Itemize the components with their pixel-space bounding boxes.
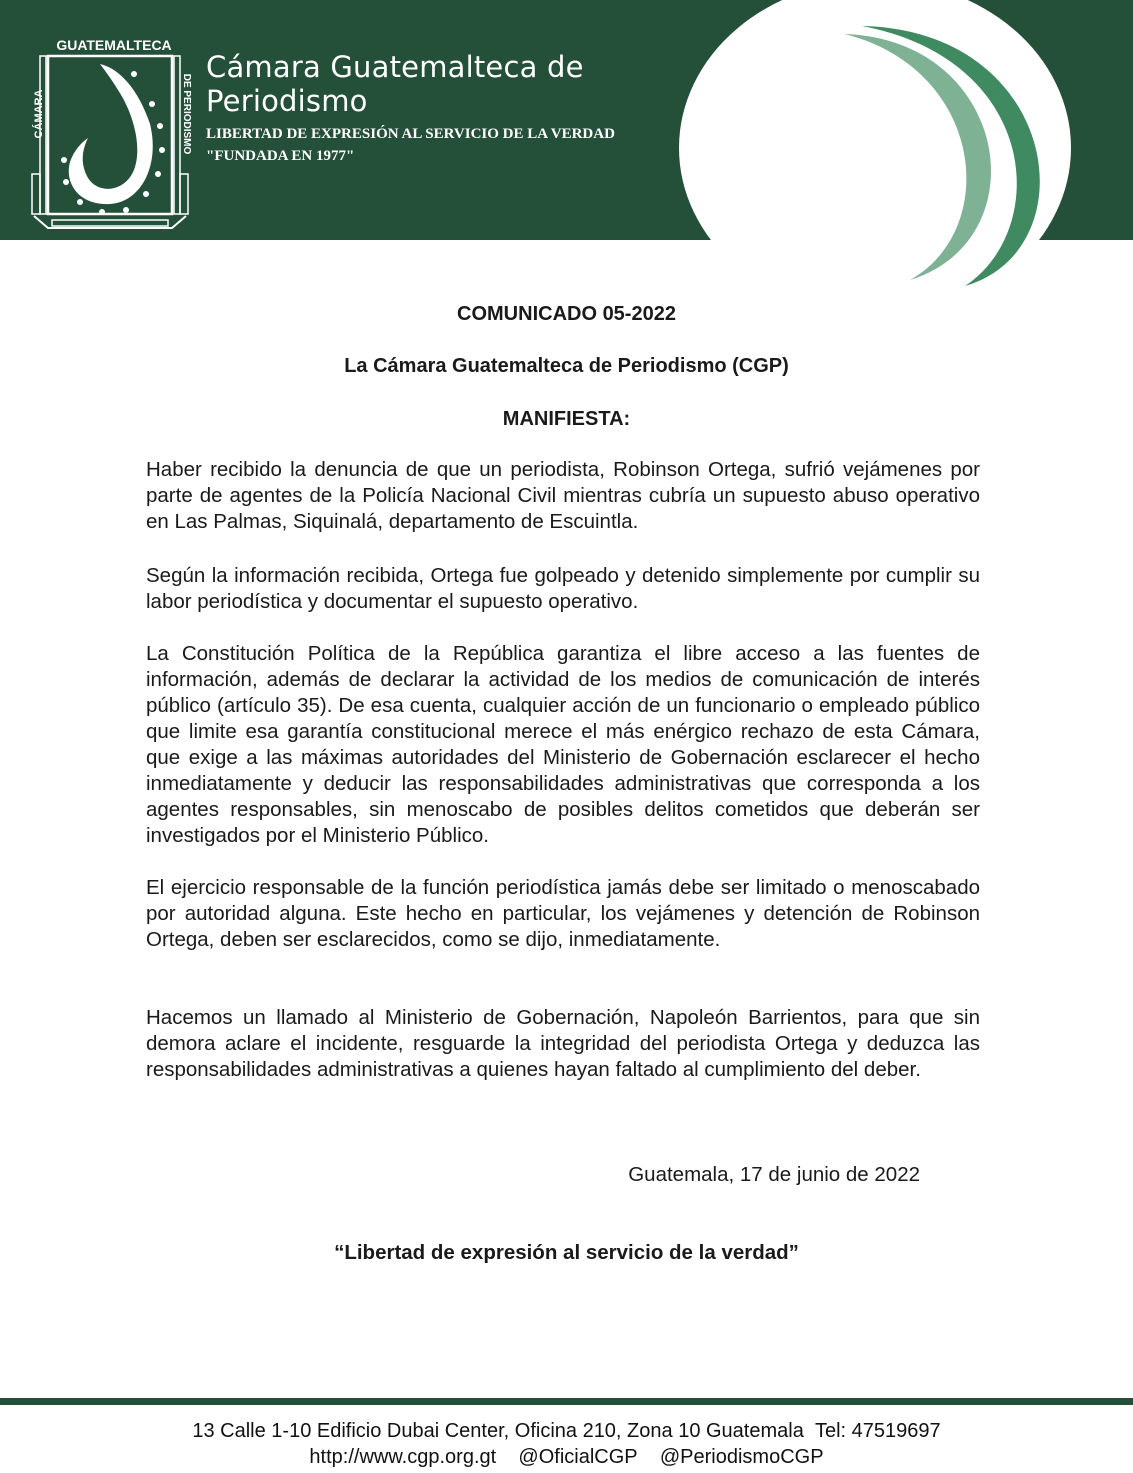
logo-text-left: CÁMARA [33, 89, 45, 139]
footer-address: 13 Calle 1-10 Edificio Dubai Center, Oficina 210, Zona 10 Guatemala [192, 1420, 804, 1442]
document-date: Guatemala, 17 de junio de 2022 [628, 1163, 920, 1186]
footer-address-line [0, 1418, 1133, 1444]
footer-divider [0, 1398, 1133, 1405]
paragraph-1: Haber recibido la denuncia de que un periodista, Robinson Ortega, sufrió vejámenes por parte de agentes de la Policía Nacional Civil mientras cubría un supuesto abuso operativo en Las Palmas, Siquinalá, departamento de Escuintla. [146, 458, 980, 533]
footer-links-line [0, 1444, 1133, 1470]
document-motto: “Libertad de expresión al servicio de la verdad” [334, 1241, 799, 1264]
footer-website-link[interactable]: http://www.cgp.org.gt [309, 1446, 497, 1468]
footer-twitter-oficial[interactable]: @OficialCGP [518, 1446, 638, 1468]
document-title: COMUNICADO 05-2022 [457, 303, 676, 325]
logo-text-right: DE PERIODISMO [181, 73, 192, 155]
org-founded: "FUNDADA EN 1977" [206, 148, 355, 164]
paragraph-3: La Constitución Política de la República garantiza el libre acceso a las fuentes de información, además de declarar la actividad de los medios de comunicación de interés público (artículo 35). De esa cuenta, cualquier acción de un funcionario o empleado público que limite esa garantía constitucional merece el más enérgico rechazo de esta Cámara, que exige a las máximas autoridades del Ministerio de Gobernación esclarecer el hecho inmediatamente y deducir las responsabilidades administrativas que corresponda a los agentes responsables, sin menoscabo de posibles delitos cometidos que deberán ser investigados por el Ministerio Público. [146, 642, 980, 847]
paragraph-2: Según la información recibida, Ortega fue golpeado y detenido simplemente por cumplir su labor periodística y documentar el supuesto operativo. [146, 564, 980, 613]
org-tagline-block [206, 123, 646, 167]
org-name-line2: Periodismo [206, 84, 368, 118]
paragraph-4: El ejercicio responsable de la función periodística jamás debe ser limitado o menoscabado por autoridad alguna. Este hecho en particular, los vejámenes y detención de Robinson Ortega, deben ser esclarecidos, como se dijo, inmediatamente. [146, 876, 980, 951]
paragraph-5: Hacemos un llamado al Ministerio de Gobernación, Napoleón Barrientos, para que sin demora aclare el incidente, resguarde la integridad del periodista Ortega y deduzca las responsabilidades administrativas a quienes hayan faltado al cumplimiento del deber. [146, 1006, 980, 1081]
org-tagline: LIBERTAD DE EXPRESIÓN AL SERVICIO DE LA VERDAD [206, 126, 615, 142]
document-heading: MANIFIESTA: [502, 408, 631, 430]
cgp-logo [22, 34, 202, 234]
document-subtitle: La Cámara Guatemalteca de Periodismo (CGP) [344, 355, 789, 377]
org-name-line1: Cámara Guatemalteca de [206, 50, 584, 84]
footer-phone: Tel: 47519697 [814, 1420, 941, 1442]
logo-text-top: GUATEMALTECA [56, 37, 172, 53]
org-name [206, 50, 646, 118]
footer-twitter-periodismo[interactable]: @PeriodismoCGP [659, 1446, 824, 1468]
